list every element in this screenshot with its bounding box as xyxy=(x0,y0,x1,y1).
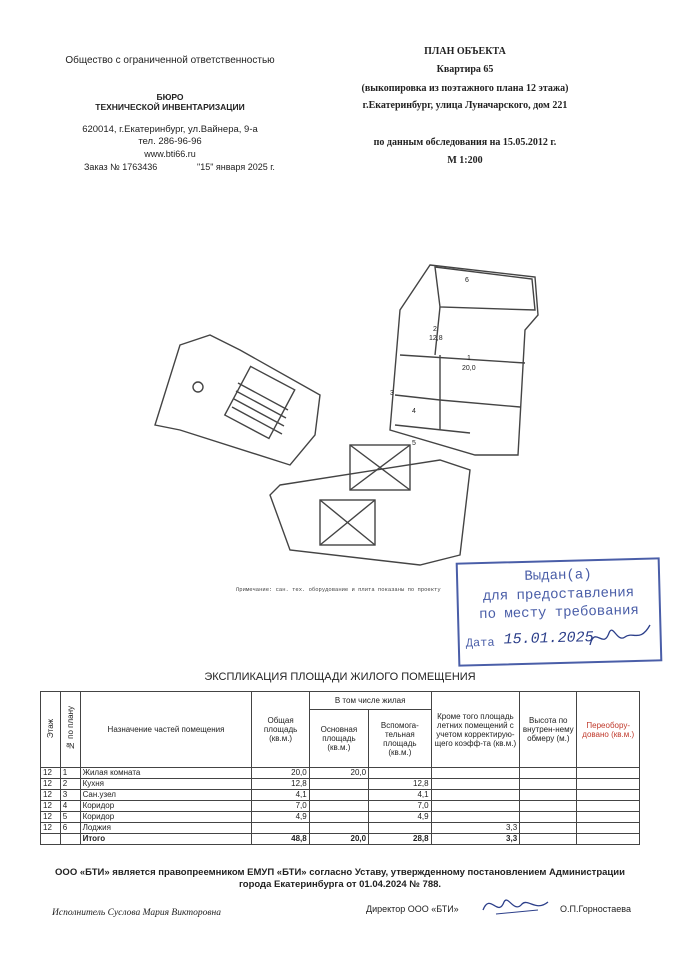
room-label-2: 2 xyxy=(433,326,437,333)
object-address: г.Екатеринбург, улица Луначарского, дом 221 xyxy=(362,100,568,111)
table-row: 12 1 Жилая комната 20,0 20,0 xyxy=(41,768,640,779)
explication-title: ЭКСПЛИКАЦИЯ ПЛОЩАДИ ЖИЛОГО ПОМЕЩЕНИЯ xyxy=(204,671,476,683)
plan-source: (выкопировка из поэтажного плана 12 этажа) xyxy=(361,83,569,94)
room-area-1: 20,0 xyxy=(462,365,476,372)
plan-title: ПЛАН ОБЪЕКТА xyxy=(424,46,506,57)
apartment-number: Квартира 65 xyxy=(436,64,494,75)
explication-table xyxy=(40,691,640,845)
floor-plan xyxy=(140,255,550,585)
table-row: 12 6 Лоджия 3,3 xyxy=(41,823,640,834)
total-label: Итого xyxy=(80,834,252,845)
plan-scale: М 1:200 xyxy=(447,155,483,166)
bureau-line1: БЮРО xyxy=(156,92,184,102)
col-floor: Этаж xyxy=(41,692,61,768)
director-title: Директор ООО «БТИ» xyxy=(366,904,459,914)
table-row: 12 5 Коридор 4,9 4,9 xyxy=(41,812,640,823)
room-label-5: 5 xyxy=(412,440,416,447)
table-row: 12 2 Кухня 12,8 12,8 xyxy=(41,779,640,790)
col-height: Высота по внутрен-нему обмеру (м.) xyxy=(520,692,577,768)
executor: Исполнитель Суслова Мария Викторовна xyxy=(52,908,221,918)
order-date: "15" января 2025 г. xyxy=(197,162,275,172)
stamp-line2: для предоставления xyxy=(482,585,635,605)
stamp-date-value: 15.01.2025 xyxy=(503,629,594,649)
stamp-signature xyxy=(585,615,655,655)
room-area-2: 12,8 xyxy=(429,335,443,342)
director-signature xyxy=(478,890,553,920)
survey-date: по данным обследования на 15.05.2012 г. xyxy=(373,137,557,148)
col-purpose: Назначение частей помещения xyxy=(80,692,252,768)
room-label-1: 1 xyxy=(467,355,471,362)
stamp-line3: по месту требования xyxy=(479,602,640,624)
loggia-outline xyxy=(435,267,535,310)
col-reequip: Переобору-довано (кв.м.) xyxy=(577,692,640,768)
total-row: Итого 48,8 20,0 28,8 3,3 xyxy=(41,834,640,845)
stamp-date-label: Дата xyxy=(465,635,495,651)
col-summer: Кроме того площадь летних помещений с учетом корректирую-щего коэфф-та (кв.м.) xyxy=(431,692,520,768)
bureau-website: www.bti66.ru xyxy=(144,149,196,159)
room-label-4: 4 xyxy=(412,408,416,415)
col-total: Общая площадь (кв.м.) xyxy=(252,692,309,768)
col-including: В том числе жилая xyxy=(309,692,431,710)
order-number: Заказ № 1763436 xyxy=(84,162,158,172)
col-aux: Вспомога-тельная площадь (кв.м.) xyxy=(369,710,432,768)
org-name: Общество с ограниченной ответственностью xyxy=(65,55,275,66)
col-num: № по плану xyxy=(60,692,80,768)
stamp-line1: Выдан(а) xyxy=(524,567,592,585)
table-row: 12 4 Коридор 7,0 7,0 xyxy=(41,801,640,812)
room-label-6: 6 xyxy=(465,277,469,284)
stairwell-outline xyxy=(155,335,320,465)
room-label-3: 3 xyxy=(390,390,394,397)
bureau-address: 620014, г.Екатеринбург, ул.Вайнера, 9-а xyxy=(82,124,258,135)
bureau-line2: ТЕХНИЧЕСКОЙ ИНВЕНТАРИЗАЦИИ xyxy=(95,102,245,112)
successor-statement: ООО «БТИ» является правопреемником ЕМУП «БТИ» согласно Уставу, утвержденному постановлением Администрации города Екатеринбурга от 01.04.2024 № 788. xyxy=(55,867,625,890)
director-name: О.П.Горностаева xyxy=(560,904,631,914)
col-main: Основная площадь (кв.м.) xyxy=(309,710,368,768)
plan-note: Примечание: сан. тех. оборудование и плита показаны по проекту xyxy=(236,586,441,593)
table-row: 12 3 Сан.узел 4,1 4,1 xyxy=(41,790,640,801)
bureau-phone: тел. 286-96-96 xyxy=(138,136,202,147)
